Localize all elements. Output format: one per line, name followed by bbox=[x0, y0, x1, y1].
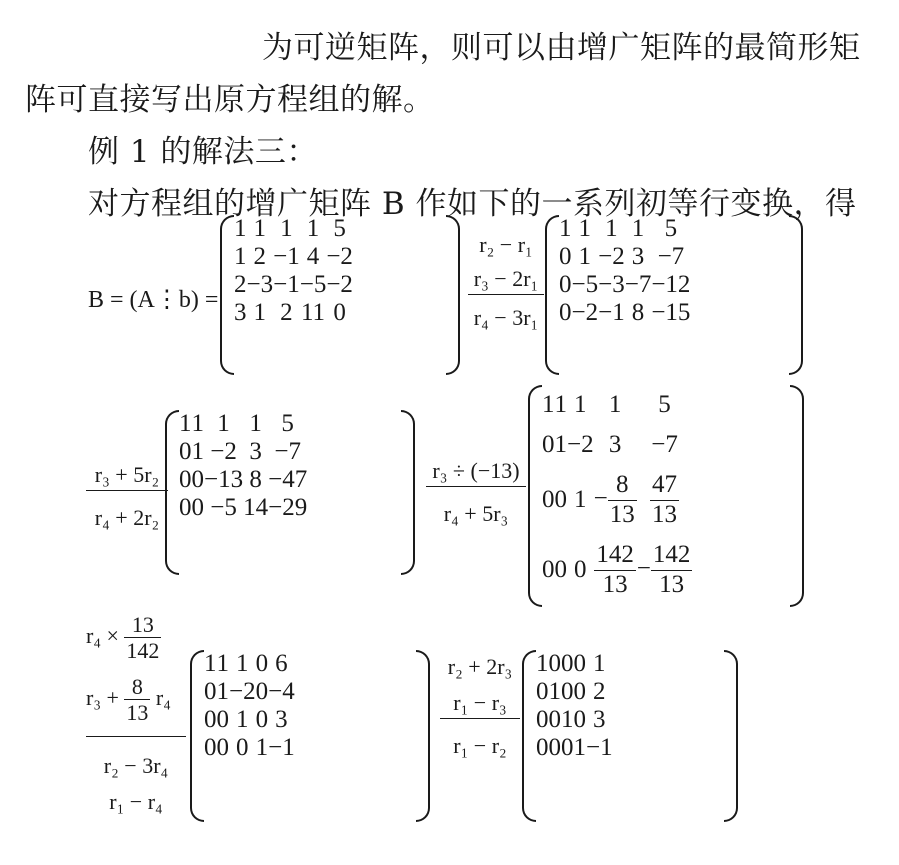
row-op: r₄ bbox=[155, 684, 171, 710]
matrix-row bbox=[536, 706, 613, 734]
matrix-cell: 0 bbox=[573, 706, 586, 733]
matrix-cell: 3 bbox=[275, 706, 288, 733]
denominator: 13 bbox=[659, 570, 685, 598]
row-op: r₁ − r₃ bbox=[440, 690, 520, 719]
numerator: 13 bbox=[124, 612, 161, 638]
matrix-cell: 1 bbox=[578, 215, 592, 242]
matrix-row bbox=[179, 466, 307, 494]
matrix-cell: 2 bbox=[253, 243, 267, 270]
matrix-cell: −47 bbox=[268, 466, 308, 493]
matrix-cell: 0 bbox=[559, 299, 572, 326]
matrix-cell: 3 bbox=[593, 706, 606, 733]
denominator: 13 bbox=[126, 700, 149, 726]
row-op: r₃ − 2r₁ bbox=[468, 266, 544, 295]
matrix-row bbox=[204, 650, 295, 678]
matrix-cell: 0 bbox=[191, 466, 204, 493]
matrix-row bbox=[234, 299, 353, 327]
matrix-cell: −13 bbox=[204, 466, 244, 493]
row-ops-3 bbox=[426, 458, 526, 527]
matrix-cell: 0 bbox=[542, 556, 555, 583]
row-op: r₂ − 3r₄ bbox=[103, 753, 169, 778]
matrix-cell: 0 bbox=[204, 678, 217, 705]
row-op: r₁ − r₄ bbox=[109, 789, 163, 814]
matrix-cell: 1 bbox=[234, 243, 247, 270]
matrix-cell-fraction bbox=[637, 535, 693, 605]
matrix-cell: 0 bbox=[255, 650, 269, 677]
matrix-cell: 1 bbox=[280, 215, 293, 242]
matrix-cell: −1 bbox=[598, 299, 625, 326]
matrix-cell: −5 bbox=[571, 271, 599, 298]
matrix-cell: 3 bbox=[249, 438, 262, 465]
matrix-cell: 8 bbox=[631, 299, 645, 326]
matrix-cell: 5 bbox=[658, 391, 671, 418]
matrix-cell: 3 bbox=[234, 299, 247, 326]
matrix-cell: 2 bbox=[280, 299, 293, 326]
matrix-cell: 0 bbox=[561, 734, 574, 761]
matrix-cell: 1 bbox=[578, 243, 592, 270]
row-op: r₃ + bbox=[86, 684, 119, 710]
example-heading: 例 1 的解法三： bbox=[88, 134, 318, 170]
matrix-row bbox=[559, 215, 690, 243]
matrix-cell: 0 bbox=[559, 271, 572, 298]
matrix-cell: 1 bbox=[236, 650, 249, 677]
matrix-cell: 6 bbox=[275, 650, 288, 677]
matrix-cell: 1 bbox=[574, 391, 587, 418]
matrix-row bbox=[536, 650, 613, 678]
matrix-cell: −12 bbox=[651, 271, 691, 298]
matrix-cell-fraction bbox=[594, 465, 637, 535]
matrix-step2-result bbox=[528, 385, 804, 607]
matrix-cell: 1 bbox=[306, 215, 320, 242]
matrix-cell: 0 bbox=[536, 706, 549, 733]
matrix-row bbox=[234, 271, 353, 299]
denominator: 13 bbox=[609, 500, 635, 528]
matrix-cell: 0 bbox=[561, 650, 574, 677]
matrix-step3 bbox=[190, 650, 430, 822]
matrix-cell: 0 bbox=[559, 243, 572, 270]
matrix-cell: −2 bbox=[326, 243, 353, 270]
denominator: 13 bbox=[602, 570, 628, 598]
matrix-cell: 3 bbox=[608, 431, 622, 458]
matrix-cell: −1 bbox=[268, 734, 295, 761]
matrix-cell: −4 bbox=[268, 678, 295, 705]
matrix-step2 bbox=[165, 410, 415, 575]
row-op-scale bbox=[86, 612, 186, 674]
matrix-cell: 0 bbox=[542, 431, 555, 458]
augmented-matrix-lhs: B = (A⋮b) = bbox=[88, 287, 219, 313]
matrix-row bbox=[204, 678, 295, 706]
row-ops-1 bbox=[468, 232, 544, 331]
matrix-cell: 0 bbox=[255, 706, 269, 733]
matrix-cell: 1 bbox=[191, 410, 204, 437]
matrix-cell: 1 bbox=[554, 431, 567, 458]
matrix-cell: 1 bbox=[542, 391, 555, 418]
matrix-cell: 0 bbox=[536, 678, 549, 705]
row-op: r₄ − 3r₁ bbox=[473, 305, 539, 330]
row-ops-5 bbox=[440, 654, 520, 759]
row-op: r₃ + 5r₂ bbox=[86, 462, 168, 491]
row-op: r₂ + 2r₃ bbox=[447, 654, 513, 679]
numerator: 8 bbox=[608, 471, 637, 501]
matrix-cell: 0 bbox=[216, 734, 229, 761]
paragraph-line-1: 为可逆矩阵，则可以由增广矩阵的最简形矩 bbox=[262, 30, 861, 66]
minus-sign: − bbox=[636, 554, 651, 582]
matrix-step1-result bbox=[545, 215, 803, 375]
matrix-cell: −15 bbox=[651, 299, 691, 326]
matrix-row bbox=[234, 243, 353, 271]
matrix-cell: −2 bbox=[229, 678, 256, 705]
row-op: r₁ − r₂ bbox=[453, 733, 507, 758]
matrix-cell: 1 bbox=[559, 215, 572, 242]
matrix-cell: 1 bbox=[236, 706, 249, 733]
matrix-row bbox=[179, 438, 307, 466]
matrix-cell: 1 bbox=[548, 678, 561, 705]
matrix-cell: 0 bbox=[216, 706, 229, 733]
denominator: 13 bbox=[652, 500, 678, 528]
matrix-row bbox=[179, 494, 307, 522]
matrix-cell: 1 bbox=[255, 734, 269, 761]
matrix-cell: 0 bbox=[536, 734, 549, 761]
matrix-cell: 1 bbox=[191, 438, 204, 465]
matrix-cell: 2 bbox=[593, 678, 606, 705]
matrix-cell: 4 bbox=[306, 243, 320, 270]
row-op: r₄ + 5r₃ bbox=[443, 501, 509, 526]
matrix-cell: 1 bbox=[249, 410, 262, 437]
matrix-cell: 0 bbox=[179, 438, 192, 465]
matrix-row bbox=[559, 299, 690, 327]
row-op: r₄ × bbox=[86, 622, 119, 648]
matrix-cell: 0 bbox=[548, 650, 561, 677]
matrix-cell: 1 bbox=[593, 650, 606, 677]
matrix-cell: 0 bbox=[573, 678, 586, 705]
matrix-step1-result-table bbox=[559, 215, 690, 327]
matrix-cell: −3 bbox=[246, 271, 274, 298]
matrix-row bbox=[234, 215, 353, 243]
paragraph-line-2: 阵可直接写出原方程组的解。 bbox=[25, 82, 435, 118]
matrix-cell: 1 bbox=[253, 215, 267, 242]
matrix-cell: −7 bbox=[651, 431, 678, 458]
numerator: 142 bbox=[651, 541, 693, 571]
matrix-cell: −1 bbox=[586, 734, 613, 761]
matrix-cell: 0 bbox=[561, 678, 574, 705]
matrix-cell: 1 bbox=[536, 650, 549, 677]
matrix-step2-result-table bbox=[542, 385, 692, 605]
row-op: r₄ + 2r₂ bbox=[94, 505, 160, 530]
matrix-row bbox=[179, 410, 307, 438]
matrix-cell: 1 bbox=[631, 215, 645, 242]
matrix-final-table bbox=[536, 650, 613, 762]
matrix-cell: −1 bbox=[273, 243, 300, 270]
matrix-cell: 1 bbox=[605, 215, 618, 242]
row-ops-4 bbox=[86, 612, 186, 815]
matrix-cell: 0 bbox=[204, 706, 217, 733]
denominator: 142 bbox=[126, 638, 160, 664]
matrix-cell: −2 bbox=[571, 299, 599, 326]
row-op: r₃ ÷ (−13) bbox=[426, 458, 526, 487]
matrix-cell: 2 bbox=[234, 271, 247, 298]
matrix-cell: 3 bbox=[631, 243, 645, 270]
matrix-row bbox=[559, 271, 690, 299]
matrix-cell: −3 bbox=[598, 271, 625, 298]
matrix-cell: 0 bbox=[542, 486, 555, 513]
matrix-step3-table bbox=[204, 650, 295, 762]
matrix-cell: 0 bbox=[191, 494, 204, 521]
matrix-row bbox=[536, 734, 613, 762]
matrix-cell: −2 bbox=[326, 271, 353, 298]
matrix-cell: 0 bbox=[574, 556, 587, 583]
matrix-cell: −2 bbox=[210, 438, 237, 465]
numerator: 142 bbox=[594, 541, 636, 571]
matrix-cell: 0 bbox=[204, 734, 217, 761]
matrix-cell: 0 bbox=[179, 494, 192, 521]
matrix-cell: 8 bbox=[249, 466, 262, 493]
matrix-cell: −7 bbox=[624, 271, 652, 298]
matrix-cell: 14 bbox=[243, 494, 269, 521]
matrix-cell: 1 bbox=[179, 410, 192, 437]
matrix-B-table bbox=[234, 215, 353, 327]
matrix-row bbox=[204, 734, 295, 762]
matrix-cell: −7 bbox=[657, 243, 685, 270]
matrix-cell: 1 bbox=[216, 678, 229, 705]
matrix-cell: −5 bbox=[299, 271, 327, 298]
matrix-cell: −1 bbox=[273, 271, 300, 298]
matrix-cell: 0 bbox=[548, 734, 561, 761]
matrix-cell: 0 bbox=[255, 678, 269, 705]
matrix-cell: 5 bbox=[664, 215, 678, 242]
matrix-cell: 1 bbox=[253, 299, 267, 326]
matrix-cell: 0 bbox=[333, 299, 346, 326]
matrix-cell: 1 bbox=[574, 486, 587, 513]
row-op: r₂ − r₁ bbox=[479, 232, 533, 257]
matrix-cell: 1 bbox=[561, 706, 574, 733]
matrix-cell: 1 bbox=[204, 650, 217, 677]
numerator: 47 bbox=[650, 471, 679, 501]
matrix-cell: −7 bbox=[274, 438, 301, 465]
matrix-cell: 1 bbox=[217, 410, 230, 437]
matrix-cell: 1 bbox=[216, 650, 229, 677]
paragraph-line-4: 对方程组的增广矩阵 B 作如下的一系列初等行变换，得 bbox=[88, 186, 857, 222]
matrix-row bbox=[559, 243, 690, 271]
matrix-B bbox=[220, 215, 460, 375]
matrix-cell: 1 bbox=[573, 734, 586, 761]
numerator: 8 bbox=[124, 674, 150, 700]
matrix-cell-fraction bbox=[594, 535, 637, 605]
matrix-step2-table bbox=[179, 410, 307, 522]
minus-sign: − bbox=[593, 484, 608, 512]
matrix-cell: −2 bbox=[598, 243, 625, 270]
matrix-cell: 0 bbox=[554, 486, 567, 513]
matrix-cell: 0 bbox=[179, 466, 192, 493]
row-ops-2 bbox=[86, 462, 168, 531]
matrix-row bbox=[536, 678, 613, 706]
matrix-cell: 5 bbox=[333, 215, 346, 242]
matrix-cell: 0 bbox=[548, 706, 561, 733]
matrix-cell: 0 bbox=[236, 734, 249, 761]
matrix-cell: 1 bbox=[554, 391, 567, 418]
matrix-cell: −29 bbox=[268, 494, 308, 521]
matrix-cell: 0 bbox=[573, 650, 586, 677]
matrix-row bbox=[204, 706, 295, 734]
matrix-cell: 0 bbox=[554, 556, 567, 583]
matrix-cell: 5 bbox=[281, 410, 294, 437]
matrix-cell: 1 bbox=[234, 215, 247, 242]
matrix-cell: −2 bbox=[567, 431, 594, 458]
matrix-final bbox=[522, 650, 738, 822]
matrix-cell-fraction bbox=[637, 465, 693, 535]
matrix-cell: 11 bbox=[300, 299, 326, 326]
matrix-cell: 1 bbox=[608, 391, 622, 418]
row-op-add bbox=[86, 674, 186, 737]
matrix-cell: −5 bbox=[210, 494, 237, 521]
